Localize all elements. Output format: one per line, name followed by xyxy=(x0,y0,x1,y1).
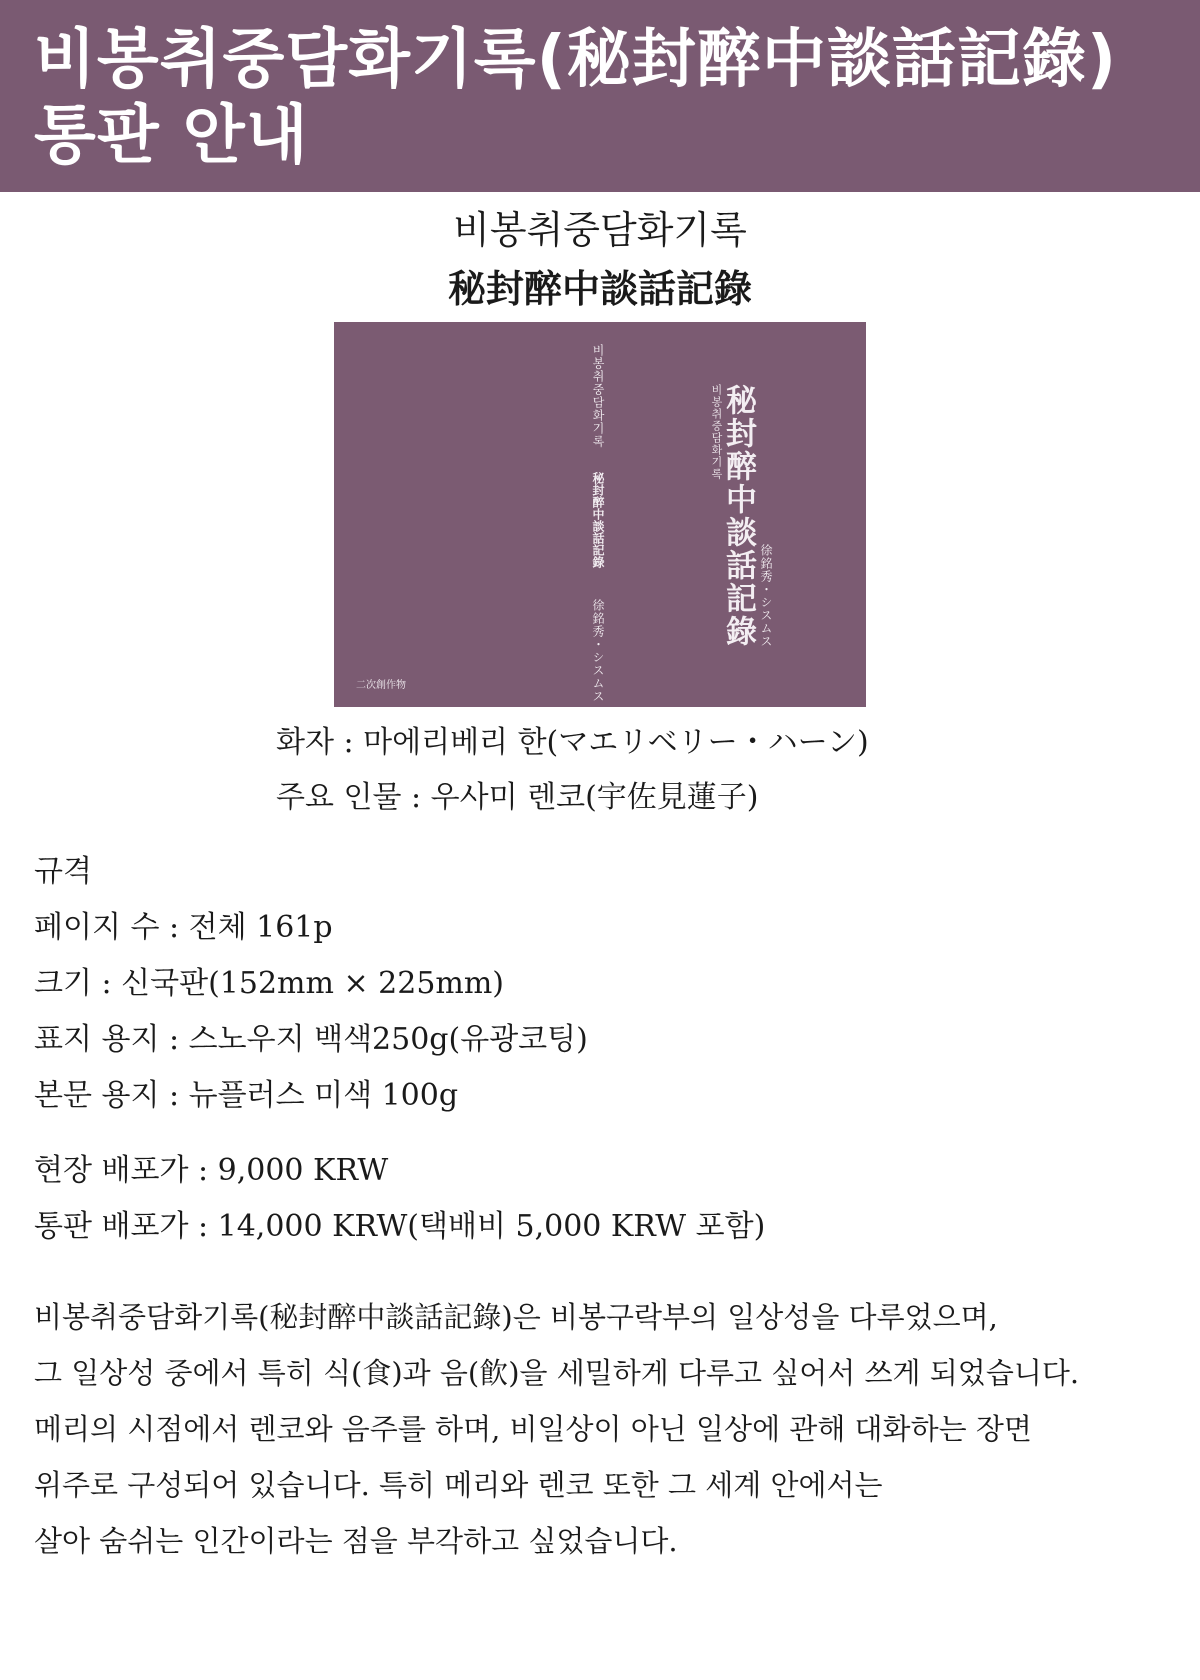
cover-front-hanja: 秘封醉中談話記錄 xyxy=(720,384,756,648)
description-line-4: 위주로 구성되어 있습니다. 특히 메리와 렌코 또한 그 세계 안에서는 xyxy=(34,1468,883,1502)
description-line-1: 비봉취중담화기록(秘封醉中談話記錄)은 비봉구락부의 일상성을 다루었으며, xyxy=(34,1300,998,1334)
description-line-2: 그 일상성 중에서 특히 식(食)과 음(飮)을 세밀하게 다루고 싶어서 쓰게 되었습니다. xyxy=(34,1356,1080,1390)
header-banner xyxy=(0,0,1200,192)
book-title-hanja: 秘封醉中談話記錄 xyxy=(447,267,752,311)
price-onsite: 현장 배포가 : 9,000 KRW xyxy=(34,1153,389,1188)
specs-heading: 규격 xyxy=(34,854,92,889)
header-title-line1: 비봉취중담화기록(秘封醉中談話記錄) xyxy=(34,23,1118,97)
cover-front-korean: 비봉취중담화기록 xyxy=(710,384,723,480)
cover-spine-hanja: 秘封醉中談話記錄 xyxy=(591,472,605,568)
spec-cover-paper: 표지 용지 : 스노우지 백색250g(유광코팅) xyxy=(34,1022,588,1057)
price-mailorder: 통판 배포가 : 14,000 KRW(택배비 5,000 KRW 포함) xyxy=(34,1209,766,1244)
spec-size: 크기 : 신국판(152mm × 225mm) xyxy=(34,966,505,1001)
description-line-5: 살아 숨쉬는 인간이라는 점을 부각하고 싶었습니다. xyxy=(34,1524,678,1558)
header-title-line2: 통판 안내 xyxy=(34,99,309,173)
spec-body-paper: 본문 용지 : 뉴플러스 미색 100g xyxy=(34,1078,459,1113)
credit-artist: 화자 : 마에리베리 한(マエリベリー・ハーン) xyxy=(276,725,869,760)
cover-spine-author: 徐銘秀・シスムス xyxy=(591,599,605,703)
credit-character: 주요 인물 : 우사미 렌코(宇佐見蓮子) xyxy=(276,780,759,815)
spec-pages: 페이지 수 : 전체 161p xyxy=(34,910,333,945)
book-cover-image xyxy=(334,322,866,707)
cover-publisher-label: 二次創作物 xyxy=(356,680,406,691)
cover-spine-korean: 비봉취중담화기록 xyxy=(591,344,605,448)
description-line-3: 메리의 시점에서 렌코와 음주를 하며, 비일상이 아닌 일상에 관해 대화하는 장면 xyxy=(34,1412,1032,1446)
cover-front-author: 徐銘秀・シスムス xyxy=(759,544,773,648)
book-title-korean: 비봉취중담화기록 xyxy=(453,208,747,252)
